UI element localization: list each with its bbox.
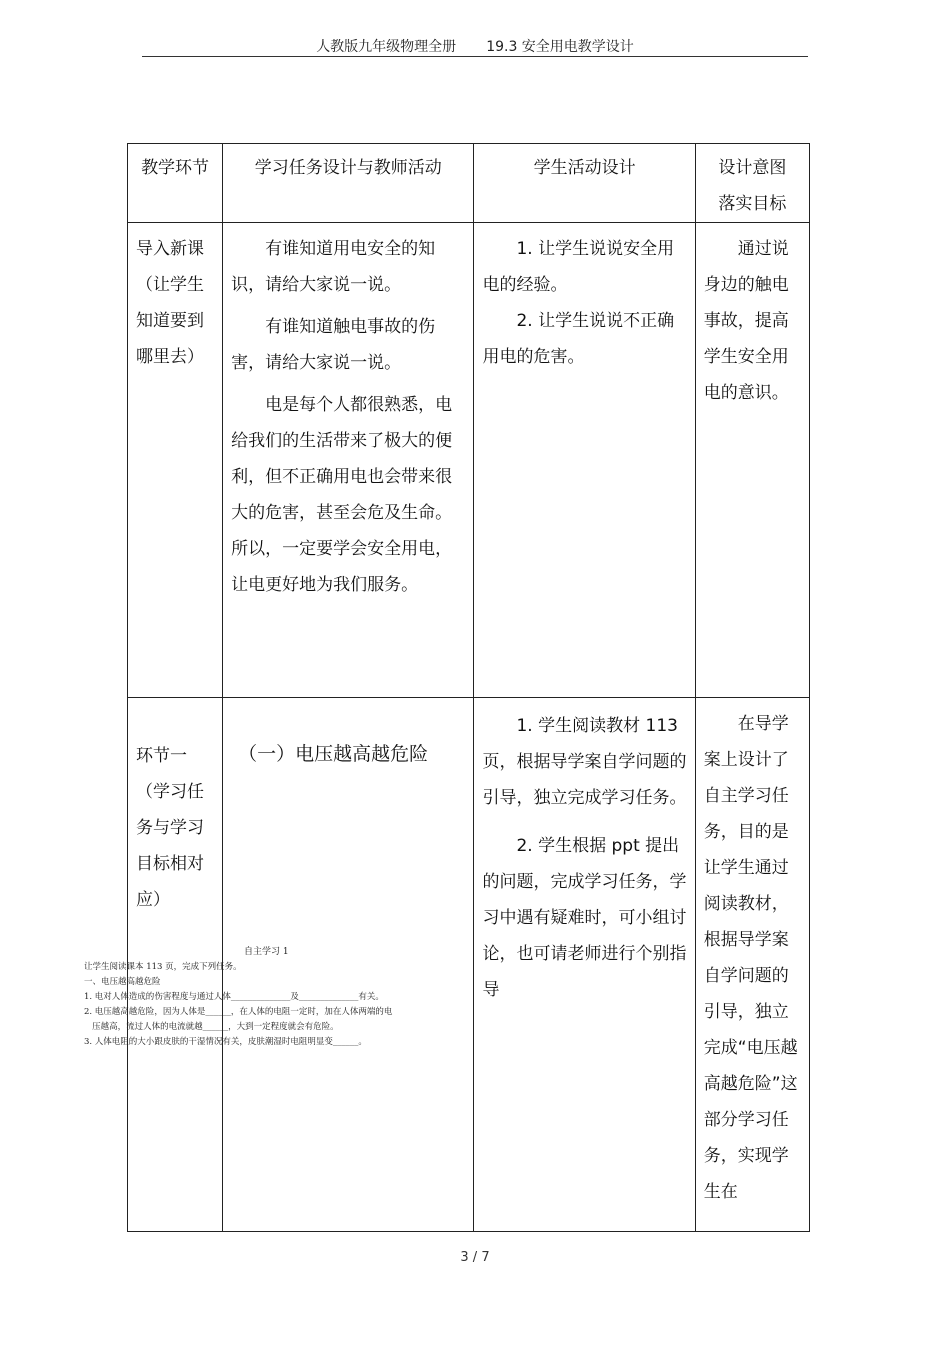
page-number: 3 / 7 [460,1250,490,1265]
worksheet-line: 压越高，流过人体的电流就越______，大到一定程度就会有危险。 [84,1022,339,1032]
section-title: （一）电压越高越危险 [238,743,429,765]
header-intent: 设计意图 落实目标 [695,144,809,223]
student-paragraph: 1. 学生阅读教材 113 页，根据导学案自学问题的引导，独立完成学习任务。 [482,716,687,808]
lesson-table [127,143,810,1232]
table-header-row [128,144,810,223]
intent-text: 通过说身边的触电事故，提高学生安全用电的意识。 [703,239,789,403]
worksheet-excerpt [84,945,474,1050]
worksheet-line: 让学生阅读课本 113 页，完成下列任务。 [84,962,242,972]
teacher-paragraph: 有谁知道用电安全的知识，请给大家说一说。 [231,239,436,295]
worksheet-line: 2. 电压越高越危险，因为人体是______，在人体的电阻一定时，加在人体两端的电 [84,1007,393,1017]
intent-cell [695,223,809,698]
intent-cell [695,698,809,1232]
page-header [0,36,950,56]
worksheet-line: 3. 人体电阻的大小跟皮肤的干湿情况有关，皮肤潮湿时电阻明显变______。 [84,1037,367,1047]
header-student: 学生活动设计 [474,144,695,223]
worksheet-line: 1. 电对人体造成的伤害程度与通过人体______________及______________有关。 [84,992,384,1002]
student-paragraph: 2. 让学生说说不正确用电的危害。 [482,311,675,367]
teacher-paragraph: 有谁知道触电事故的伤害，请给大家说一说。 [231,317,436,373]
stage-cell [128,223,223,698]
header-stage: 教学环节 [128,144,223,223]
teacher-cell [223,223,474,698]
header-divider [142,56,808,57]
table-row [128,223,810,698]
worksheet-line: 一、电压越高越危险 [84,977,161,987]
header-teacher: 学习任务设计与教师活动 [223,144,474,223]
header-left: 人教版九年级物理全册 [316,39,457,55]
header-right: 19.3 安全用电教学设计 [486,39,634,55]
worksheet-title: 自主学习 1 [244,947,289,957]
stage-text: 导入新课（让学生知道要到哪里去） [136,239,204,367]
intent-text: 在导学案上设计了自主学习任务，目的是让学生通过阅读教材，根据导学案自学问题的引导，独立完成“电压越高越危险”这部分学习任务，实现学生在 [703,714,798,1202]
stage-text: 环节一（学习任务与学习目标相对应） [136,746,204,910]
student-paragraph: 2. 学生根据 ppt 提出的问题，完成学习任务，学习中遇有疑难时，可小组讨论，也可请老师进行个别指导 [482,836,687,1000]
student-cell [474,223,695,698]
teacher-paragraph: 电是每个人都很熟悉，电给我们的生活带来了极大的便利，但不正确用电也会带来很大的危害，甚至会危及生命。所以，一定要学会安全用电，让电更好地为我们服务。 [231,395,453,595]
student-paragraph: 1. 让学生说说安全用电的经验。 [482,239,675,295]
student-cell [474,698,695,1232]
